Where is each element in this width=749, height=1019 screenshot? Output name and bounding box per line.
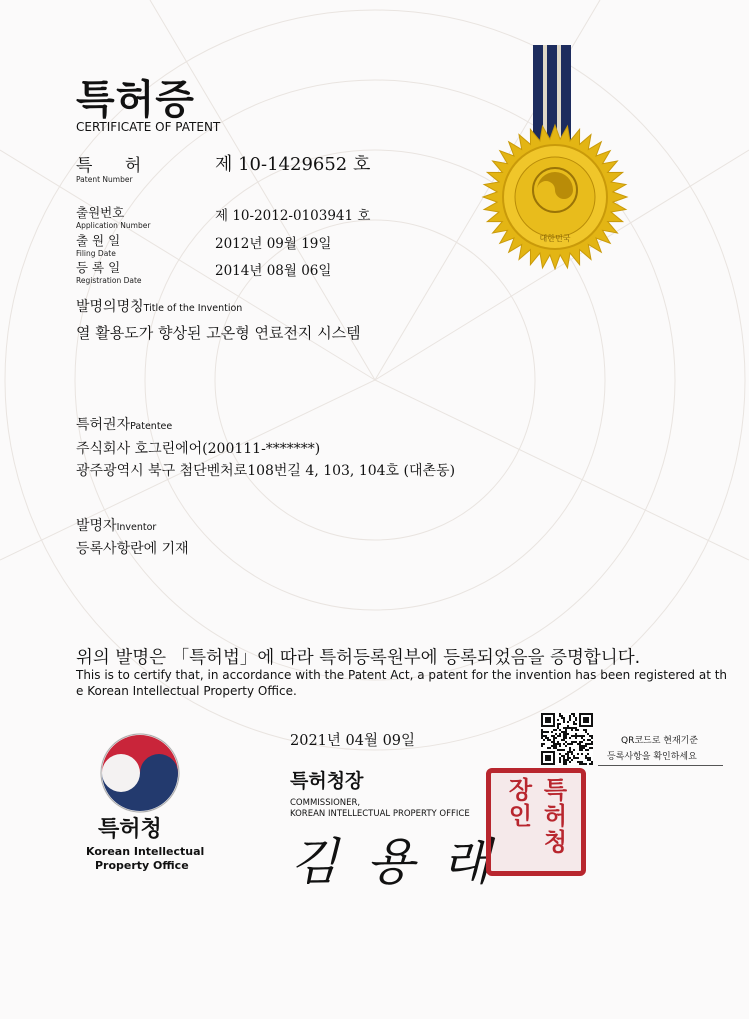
office-name-en-line1: Korean Intellectual: [86, 845, 205, 858]
commissioner-signature: 김 용 래: [290, 833, 497, 891]
page-subtitle: CERTIFICATE OF PATENT: [76, 120, 221, 134]
official-seal: 특허청장인: [486, 768, 586, 876]
inventor-label: 발명자Inventor: [76, 518, 157, 534]
issue-date: 2021년 04월 09일: [290, 733, 416, 749]
invention-title-value: 열 활용도가 향상된 고온형 연료전지 시스템: [76, 324, 361, 342]
application-number-label: 출원번호: [76, 205, 125, 220]
filing-date-value: 2012년 09월 19일: [215, 236, 332, 252]
registration-date-value: 2014년 08월 06일: [215, 263, 332, 279]
qr-note-line2: 등록사항을 확인하세요: [607, 752, 697, 762]
patentee-name: 주식회사 호그린에어(200111-*******): [76, 441, 321, 457]
certification-text-en-line1: This is to certify that, in accordance with the Patent Act, a patent for the invention has been registered at th: [76, 668, 728, 682]
office-name-kr: 특허청: [98, 817, 162, 842]
qr-note-line1: QR코드로 현재기준: [621, 736, 699, 746]
divider: [598, 765, 723, 766]
filing-date-label-en: Filing Date: [76, 249, 116, 258]
inventor-value: 등록사항란에 기재: [76, 541, 189, 557]
certification-text-en-line2: e Korean Intellectual Property Office.: [76, 684, 297, 698]
certification-text-kr: 위의 발명은 「특허법」에 따라 특허등록원부에 등록되었음을 증명합니다.: [76, 648, 641, 668]
application-number-label-en: Application Number: [76, 221, 151, 230]
commissioner-title-kr: 특허청장: [290, 770, 364, 792]
office-name-en-line2: Property Office: [95, 859, 189, 872]
qr-code-icon[interactable]: [541, 713, 593, 765]
commissioner-title-en-line2: KOREAN INTELLECTUAL PROPERTY OFFICE: [290, 809, 470, 819]
patent-number-value: 제 10-1429652 호: [215, 154, 371, 175]
gold-medal-emblem: [480, 45, 630, 270]
medal-text: 대한민국: [539, 234, 571, 243]
patentee-address: 광주광역시 북구 첨단벤처로108번길 4, 103, 104호 (대촌동): [76, 463, 456, 479]
page-title: 특허증: [76, 77, 195, 123]
patentee-label: 특허권자Patentee: [76, 417, 173, 433]
patent-number-label-en: Patent Number: [76, 175, 133, 184]
registration-date-label-en: Registration Date: [76, 276, 142, 285]
kipo-logo-icon: [90, 728, 190, 818]
registration-date-label: 등 록 일: [76, 260, 121, 275]
patent-number-label: 특 허: [76, 156, 142, 176]
commissioner-title-en-line1: COMMISSIONER,: [290, 798, 361, 808]
application-number-value: 제 10-2012-0103941 호: [215, 208, 371, 224]
invention-title-label: 발명의명칭Title of the Invention: [76, 299, 243, 315]
filing-date-label: 출 원 일: [76, 233, 121, 248]
